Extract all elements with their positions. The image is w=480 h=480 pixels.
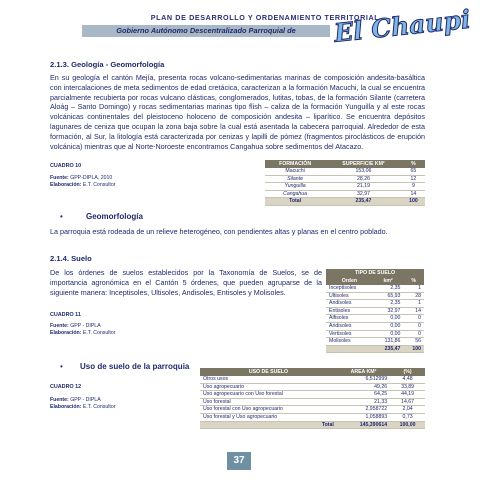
- section-title-geologia: 2.1.3. Geología - Geomorfología: [50, 60, 165, 69]
- table-row: Cangahua 32,97 14: [265, 190, 425, 198]
- table-row: Uso agropecuario con Uso forestal 64,25 44,19: [200, 391, 425, 399]
- page-number: 37: [227, 452, 251, 470]
- table-row: Uso forestal con Uso agropecuario 2,958722 2,04: [200, 406, 425, 414]
- table-total-row: 235,47 100: [326, 345, 424, 353]
- cuadro-11-label: CUADRO 11: [50, 312, 81, 318]
- table-total-row: Total 145,390614 100,00: [200, 421, 425, 429]
- geomorfologia-paragraph: La parroquia está rodeada de un relieve heterogéneo, con pendientes altas y planas en el centro poblado.: [50, 227, 388, 236]
- el-chaupi-logo: [330, 4, 472, 48]
- table-row: Silante 28,26 12: [265, 175, 425, 183]
- cuadro-12-source: Fuente: GPP - DIPLA Elaboración: E.T. Consultor: [50, 397, 116, 410]
- table-row: Andisoles 2,35 1: [326, 300, 424, 308]
- page-header: [0, 0, 480, 54]
- cuadro-10-label: CUADRO 10: [50, 163, 82, 169]
- table-row: Uso forestal y Uso agropecuario 1,058893 0,73: [200, 413, 425, 421]
- table-row: Macuchi 153,06 65: [265, 168, 425, 175]
- table-row: Otros usos 6,512999 4,48: [200, 376, 425, 383]
- table-row: Yunguilla 21,19 9: [265, 183, 425, 191]
- section-title-uso-suelo: Uso de suelo de la parroquia: [80, 362, 190, 371]
- cuadro-10-source: Fuente: GPP-DIPLA, 2010 Elaboración: E.T. Consultor: [50, 175, 116, 188]
- header-title: PLAN DE DESARROLLO Y ORDENAMIENTO TERRITORIAL: [150, 13, 380, 22]
- suelo-paragraph: De los órdenes de suelos establecidos por la Taxonomía de Suelos, se de importancia agronómica en el Cantón 5 órdenes, que pueden agruparse de la siguiente manera: Inceptisoles, Ultisoles, Andisoles, Entisoles y Molisoles.: [50, 268, 322, 297]
- table-row: Ultisoles 65,93 28: [326, 292, 424, 300]
- table-row: Entisoles 32,97 14: [326, 307, 424, 315]
- svg-text:El Chaupi: El Chaupi: [332, 4, 472, 48]
- table-row: Uso forestal 21,33 14,67: [200, 398, 425, 406]
- table-row: Vertisoles 0,00 0: [326, 330, 424, 338]
- geologia-paragraph: En su geología el cantón Mejía, presenta rocas volcano-sedimentarias marinas de composición andesita-basáltica con intercalaciones de meta sedimentos de edad cretácica, caracterizan a la formación Macuchi, la cual se encuentra parcialmente recubierta por rocas vulcano clásticas, conglomerados, lutitas, tobas, de la formación Silante (carretera Aloág – Santo Domingo) y rocas sedimentarias marinas tipo flish – caliza de la formación Yunguilla y al este rocas volcánicas continentales del pleistoceno holoceno de composición andesita – liparítico. Se encuentra depósitos lagunares de ceniza que ocupan la zona baja sobre la cual está asentada la cabecera parroquial. Alrededor de esta formación, al Sur, la litología está caracterizada por cenizas y lapilli de pómez (fragmentos piroclásticos de erupción volcánica) mientras que al Norte-Noroeste encontramos Cangahua sobre sedimentos del Atacazo.: [50, 73, 425, 151]
- table-row: Molisoles 131,86 56: [326, 338, 424, 346]
- cuadro-12-label: CUADRO 12: [50, 384, 82, 390]
- table-row: Alfisoles 0,00 0: [326, 315, 424, 323]
- table-row: Inceptisoles 2,35 1: [326, 285, 424, 292]
- table-row: Aridisoles 0,00 0: [326, 322, 424, 330]
- bullet-dot: •: [60, 212, 63, 221]
- cuadro-11-table: TIPO DE SUELO Orden km² % Inceptisoles 2,35 1 Ultisoles 65,93 28 Andisoles 2,35 1 Entisoles 32,97 14 Alfisoles 0,00 0 Aridisoles 0,00 0 Vertisoles 0,00 0 Molisoles 131,86 56 235,47 100: [326, 269, 424, 353]
- cuadro-10-table: FORMACIÓN SUPERFICIE KM² % Macuchi 153,06 65 Silante 28,26 12 Yunguilla 21,19 9 Cangahua 32,97 14 Total 235,47 100: [265, 160, 425, 206]
- section-title-suelo: 2.1.4. Suelo: [50, 254, 92, 263]
- cuadro-11-source: Fuente: GPP - DIPLA Elaboración: E.T. Consultor: [50, 323, 116, 336]
- table-total-row: Total 235,47 100: [265, 198, 425, 206]
- cuadro-12-table: USO DE SUELO AREA KM² (%) Otros usos 6,512999 4,48 Uso agropecuario 49,26 33,89 Uso agropecuario con Uso forestal 64,25 44,19 Uso forestal 21,33 14,67 Uso forestal con Uso agropecuario 2,958722 2,04 Uso forestal y Uso agropecuario 1,058893 0,73 Total 145,390614 100,00: [200, 368, 425, 429]
- header-subtitle: Gobierno Autónomo Descentralizado Parroquial de: [82, 25, 330, 37]
- table-row: Uso agropecuario 49,26 33,89: [200, 383, 425, 391]
- section-title-geomorfologia: Geomorfología: [86, 212, 143, 221]
- bullet-dot: •: [60, 362, 63, 371]
